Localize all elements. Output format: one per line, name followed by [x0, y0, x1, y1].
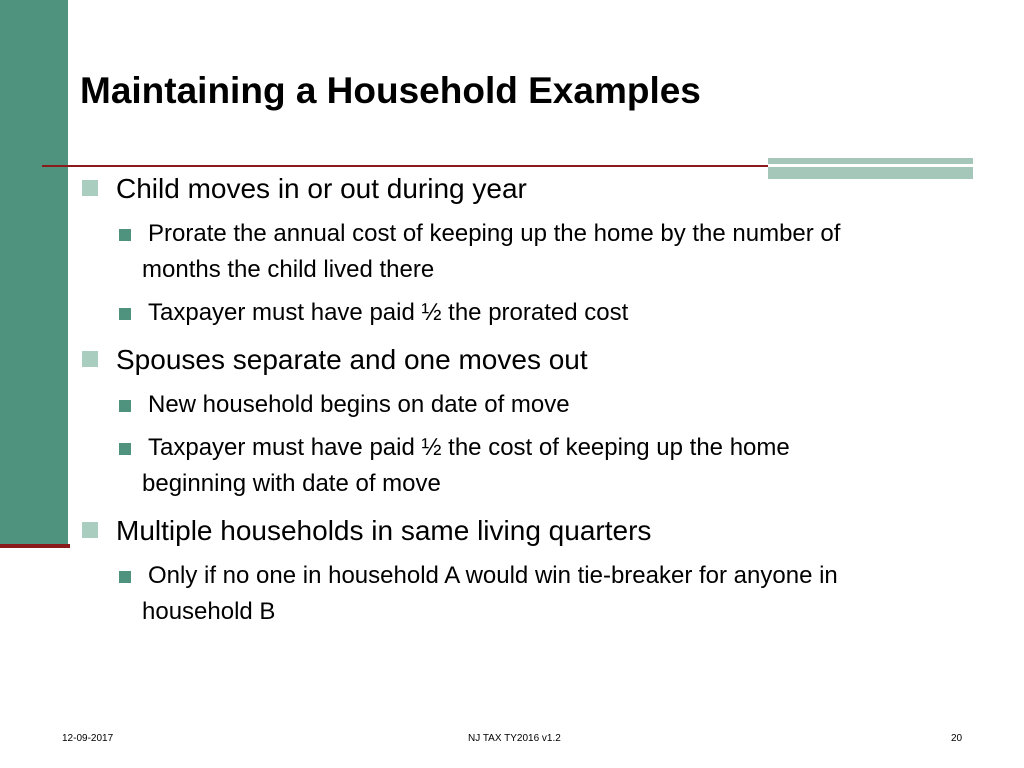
sub-bullet-item	[142, 387, 972, 423]
sub-bullet-line: Only if no one in household A would win tie-breaker for anyone in	[148, 562, 838, 589]
footer-date: 12-09-2017	[62, 733, 114, 744]
sub-bullet-line: Taxpayer must have paid ½ the prorated cost	[148, 299, 629, 326]
square-bullet-icon	[119, 229, 131, 241]
square-bullet-icon	[82, 522, 98, 538]
sub-bullet-item	[142, 295, 972, 331]
bullet-item: Spouses separate and one moves out	[116, 344, 588, 375]
square-bullet-icon	[82, 351, 98, 367]
sub-bullet-line: months the child lived there	[142, 256, 435, 283]
sub-bullet-item	[142, 216, 972, 288]
sub-bullet-item	[142, 430, 972, 502]
sub-bullet-line: New household begins on date of move	[148, 391, 570, 418]
square-bullet-icon	[119, 308, 131, 320]
sub-bullet-line: household B	[142, 598, 276, 625]
footer-center-text: NJ TAX TY2016 v1.2	[468, 733, 561, 744]
square-bullet-icon	[119, 443, 131, 455]
square-bullet-icon	[82, 180, 98, 196]
sub-bullet-line: beginning with date of move	[142, 470, 441, 497]
square-bullet-icon	[119, 400, 131, 412]
sub-bullet-line: Taxpayer must have paid ½ the cost of keeping up the home	[148, 434, 790, 461]
page-number: 20	[951, 733, 963, 744]
square-bullet-icon	[119, 571, 131, 583]
sub-bullet-item	[142, 558, 972, 630]
bullet-item: Child moves in or out during year	[116, 173, 527, 204]
bullet-item: Multiple households in same living quarters	[116, 515, 652, 546]
sub-bullet-line: Prorate the annual cost of keeping up the home by the number of	[148, 220, 841, 247]
slide-title: Maintaining a Household Examples	[80, 70, 701, 111]
